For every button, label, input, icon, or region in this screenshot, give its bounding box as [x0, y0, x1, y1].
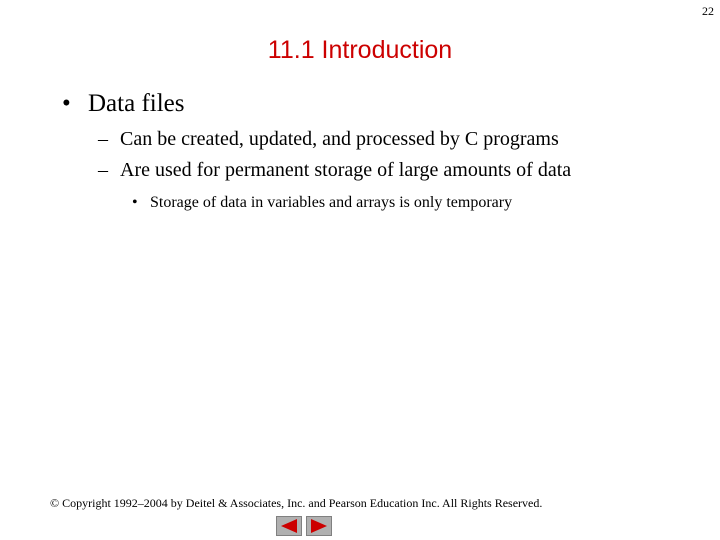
previous-slide-button[interactable] — [276, 516, 302, 536]
slide-navigation — [276, 516, 332, 536]
bullet-level2-text: Can be created, updated, and processed by C programs — [120, 128, 559, 150]
bullet-level2-text: Are used for permanent storage of large amounts of data — [120, 159, 572, 181]
bullet-level1-text: Data files — [88, 90, 185, 117]
bullet-level3-text: Storage of data in variables and arrays is only temporary — [150, 194, 513, 211]
bullet-level2-item — [98, 159, 571, 182]
bullet-level1 — [62, 90, 184, 118]
next-slide-button[interactable] — [306, 516, 332, 536]
dash-mark: – — [98, 128, 108, 150]
dash-mark: – — [98, 159, 108, 181]
bullet-mark: • — [132, 194, 138, 211]
copyright-notice: © Copyright 1992–2004 by Deitel & Associates, Inc. and Pearson Education Inc. All Rights Reserved. — [50, 496, 543, 510]
slide-title: 11.1 Introduction — [267, 36, 453, 64]
bullet-level2-item — [98, 128, 559, 151]
page-number: 22 — [702, 4, 714, 18]
bullet-mark: • — [62, 90, 71, 117]
bullet-level3 — [132, 194, 512, 212]
